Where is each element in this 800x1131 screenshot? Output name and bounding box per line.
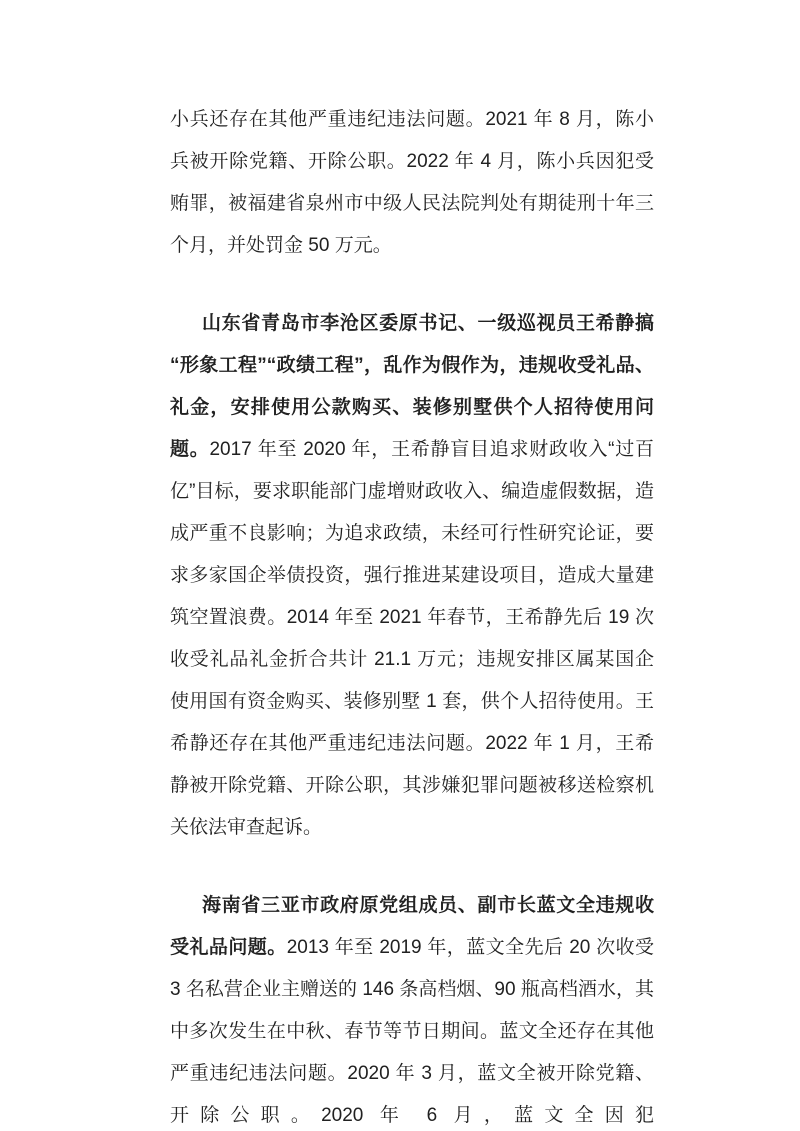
paragraph-text: 2017 年至 2020 年，王希静盲目追求财政收入“过百亿”目标，要求职能部门虚增财政收入、编造虚假数据，造成严重不良影响；为追求政绩，未经可行性研究论证，要求多家国企举债投资，强行推进某建设项目，造成大量建筑空置浪费。2014 年至 2021 年春节，王希静先后 19 次收受礼品礼金折合共计 21.1 万元；违规安排区属某国企使用国有资金购买、装修别墅 1 套，供个人招待使用。王希静还存在其他严重违纪违法问题。2022 年 1 月，王希静被开除党籍、开除公职，其涉嫌犯罪问题被移送检察机关依法审查起诉。 [170,439,654,838]
paragraph-lan-wenquan [170,885,654,1131]
paragraph-text: 2013 年至 2019 年，蓝文全先后 20 次收受 3 名私营企业主赠送的 146 条高档烟、90 瓶高档酒水，其中多次发生在中秋、春节等节日期间。蓝文全还存在其他严重违纪违法问题。2020 年 3 月，蓝文全被开除党籍、开除公职。2020 年 6 月，蓝文全因犯 [170,937,654,1126]
paragraph-text: 小兵还存在其他严重违纪违法问题。2021 年 8 月，陈小兵被开除党籍、开除公职。2022 年 4 月，陈小兵因犯受贿罪，被福建省泉州市中级人民法院判处有期徒刑十年三个月，并处罚金 50 万元。 [170,109,654,256]
document-body [170,99,654,1131]
paragraph-lead-bold: 海南省三亚市政府原党组成员、副市长蓝文全违规收受礼品问题。 [170,895,654,958]
paragraph-wang-xijing [170,303,654,849]
paragraph-continuation [170,99,654,267]
paragraph-lead-bold: 山东省青岛市李沧区委原书记、一级巡视员王希静搞“形象工程”“政绩工程”，乱作为假作为，违规收受礼品、礼金，安排使用公款购买、装修别墅供个人招待使用问题。 [170,313,654,460]
